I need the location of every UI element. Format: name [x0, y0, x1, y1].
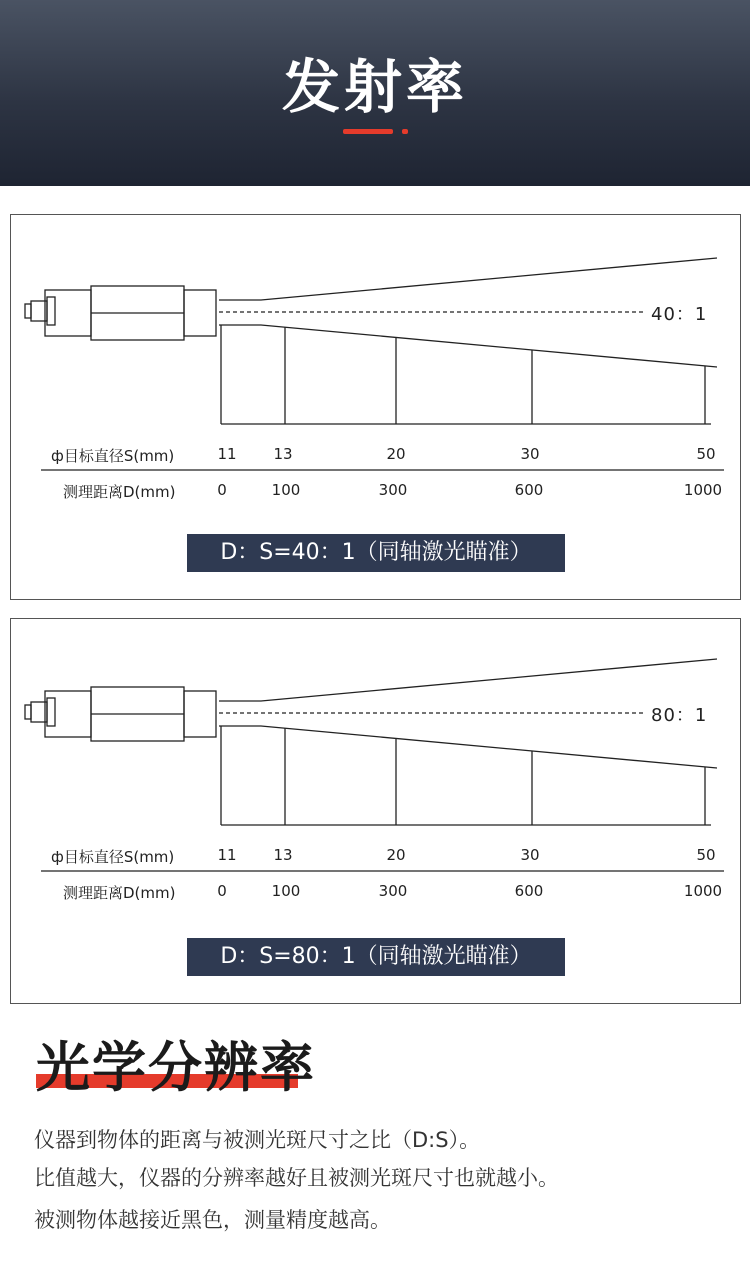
- distance-row-label: 测理距离D(mm): [63, 483, 176, 501]
- sensor-lens-housing: [184, 290, 216, 336]
- spot-value: 20: [386, 445, 406, 463]
- spot-value: 20: [386, 846, 406, 864]
- ds-diagram-panel-1: [10, 214, 741, 600]
- header-banner: [0, 0, 750, 186]
- distance-value: 1000: [683, 882, 723, 900]
- spot-value: 11: [217, 846, 237, 864]
- title-accent-dot: [402, 129, 408, 134]
- sensor-lens-housing: [184, 691, 216, 737]
- beam-upper-edge: [219, 659, 717, 701]
- distance-value: 600: [514, 481, 544, 499]
- distance-value: 300: [378, 481, 408, 499]
- spot-value: 50: [696, 846, 716, 864]
- ds-caption: D：S=80：1（同轴激光瞄准）: [187, 938, 565, 976]
- distance-value: 0: [217, 882, 227, 900]
- spot-value: 11: [217, 445, 237, 463]
- beam-lower-edge: [219, 726, 717, 768]
- title-accent-line: [343, 129, 393, 134]
- ds-diagram-panel-2: [10, 618, 741, 1004]
- ds-ratio-label: 80：1: [651, 705, 708, 726]
- spot-value: 30: [520, 846, 540, 864]
- connector-ring: [47, 297, 55, 325]
- description-line: 比值越大，仪器的分辨率越好且被测光斑尺寸也就越小。: [34, 1166, 559, 1190]
- description-line: 仪器到物体的距离与被测光斑尺寸之比（D:S）。: [34, 1128, 481, 1152]
- distance-row-label: 测理距离D(mm): [63, 884, 176, 902]
- description-line: 被测物体越接近黑色，测量精度越高。: [34, 1208, 391, 1232]
- spot-value: 13: [273, 846, 293, 864]
- spot-diameter-row-label: ф目标直径S(mm): [51, 848, 175, 866]
- beam-upper-edge: [219, 258, 717, 300]
- spot-value: 13: [273, 445, 293, 463]
- connector-ring: [47, 698, 55, 726]
- connector-cap: [25, 304, 31, 318]
- ds-ratio-label: 40：1: [651, 304, 708, 325]
- spot-diameter-row-label: ф目标直径S(mm): [51, 447, 175, 465]
- page-title: 发射率: [281, 53, 468, 121]
- distance-value: 1000: [683, 481, 723, 499]
- spot-value: 50: [696, 445, 716, 463]
- distance-value: 0: [217, 481, 227, 499]
- distance-value: 300: [378, 882, 408, 900]
- spot-value: 30: [520, 445, 540, 463]
- ds-caption: D：S=40：1（同轴激光瞄准）: [187, 534, 565, 572]
- section-title: 光学分辨率: [36, 1036, 316, 1099]
- distance-value: 600: [514, 882, 544, 900]
- distance-value: 100: [271, 882, 301, 900]
- connector-cap: [25, 705, 31, 719]
- distance-value: 100: [271, 481, 301, 499]
- beam-lower-edge: [219, 325, 717, 367]
